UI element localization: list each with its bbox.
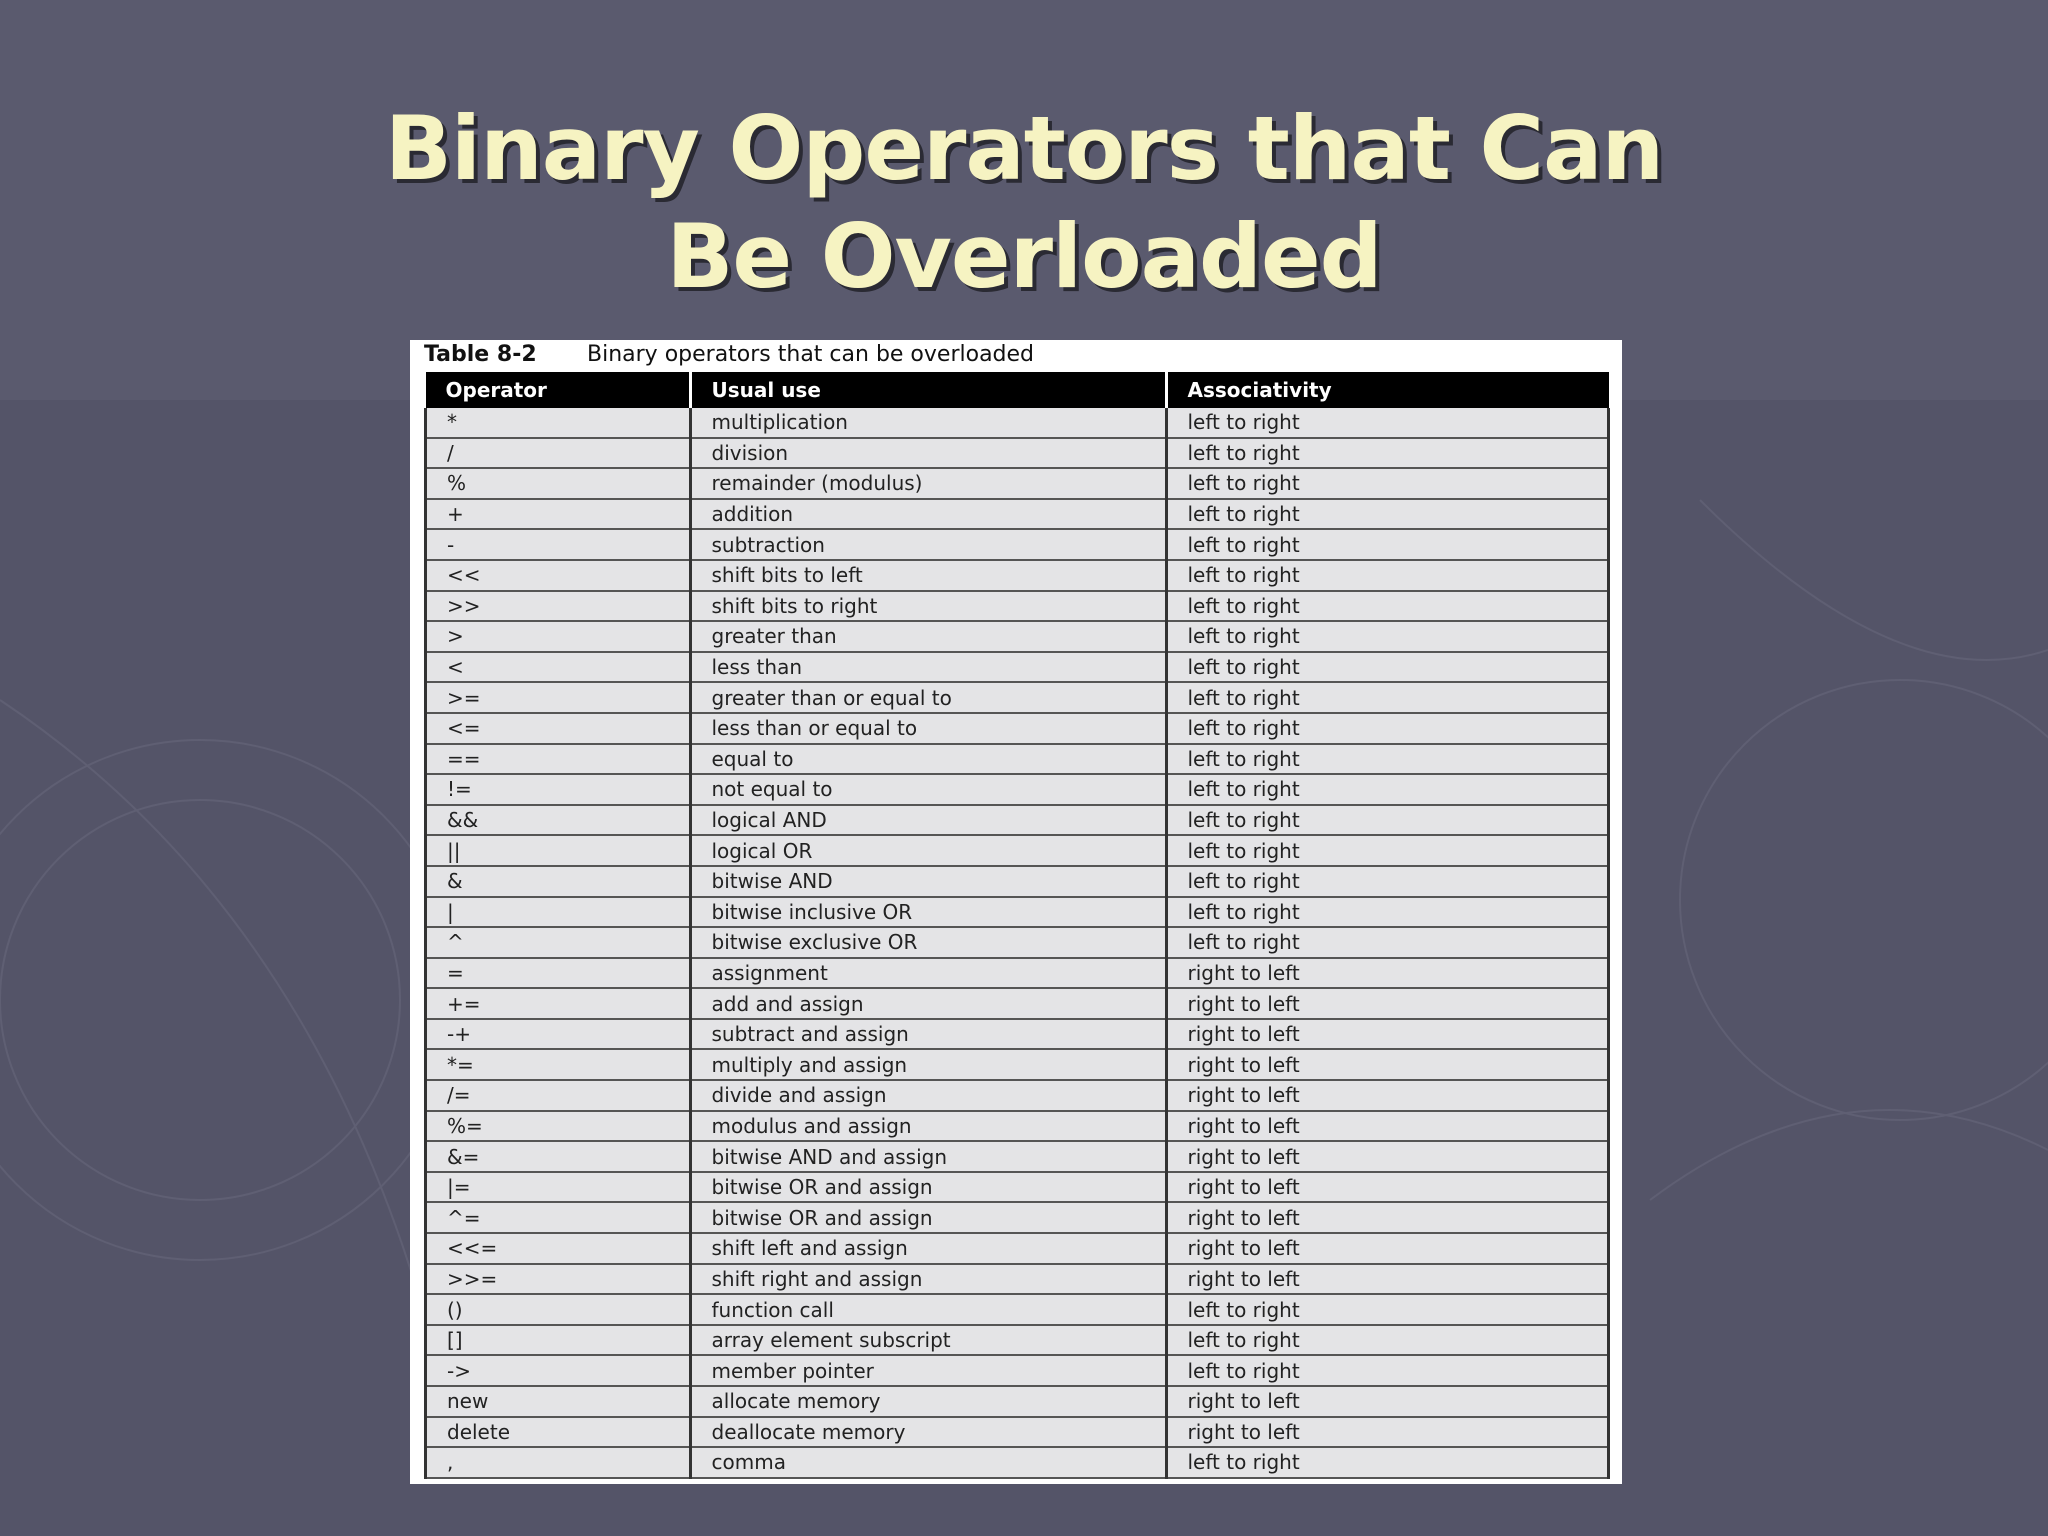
cell-usual-use: logical OR [690,835,1166,866]
cell-operator: >> [426,591,691,622]
cell-usual-use: modulus and assign [690,1111,1166,1142]
cell-usual-use: greater than [690,621,1166,652]
cell-usual-use: function call [690,1294,1166,1325]
cell-usual-use: subtract and assign [690,1019,1166,1050]
cell-usual-use: bitwise AND and assign [690,1141,1166,1172]
cell-usual-use: assignment [690,958,1166,989]
cell-operator: && [426,805,691,836]
cell-operator: < [426,652,691,683]
table-row [426,897,1609,928]
table-row [426,1386,1609,1417]
table-row [426,958,1609,989]
cell-associativity: left to right [1166,529,1609,560]
cell-operator: & [426,866,691,897]
cell-operator: >>= [426,1264,691,1295]
slide-title-line-2: Be Overloaded [666,205,1382,308]
cell-associativity: left to right [1166,1294,1609,1325]
cell-operator: |= [426,1172,691,1203]
cell-usual-use: bitwise OR and assign [690,1202,1166,1233]
cell-usual-use: logical AND [690,805,1166,836]
table-row [426,1294,1609,1325]
cell-operator: % [426,468,691,499]
table-row [426,927,1609,958]
cell-operator: %= [426,1111,691,1142]
cell-usual-use: less than [690,652,1166,683]
table-caption-text: Binary operators that can be overloaded [587,342,1035,367]
cell-operator: + [426,499,691,530]
table-row [426,1019,1609,1050]
cell-operator: > [426,621,691,652]
cell-operator: ^= [426,1202,691,1233]
table-row [426,1325,1609,1356]
table-row [426,1355,1609,1386]
cell-associativity: right to left [1166,1080,1609,1111]
cell-associativity: left to right [1166,591,1609,622]
cell-usual-use: bitwise OR and assign [690,1172,1166,1203]
header-usual-use: Usual use [690,372,1166,408]
table-row [426,408,1609,438]
cell-usual-use: shift bits to right [690,591,1166,622]
table-row [426,835,1609,866]
table-number: Table 8-2 [424,342,537,367]
cell-usual-use: bitwise exclusive OR [690,927,1166,958]
cell-operator: *= [426,1049,691,1080]
cell-usual-use: shift left and assign [690,1233,1166,1264]
table-row [426,1447,1609,1478]
cell-associativity: left to right [1166,1355,1609,1386]
cell-associativity: left to right [1166,927,1609,958]
cell-associativity: left to right [1166,408,1609,438]
cell-usual-use: comma [690,1447,1166,1478]
table-figure [410,340,1622,1484]
cell-associativity: right to left [1166,1264,1609,1295]
cell-associativity: right to left [1166,1111,1609,1142]
table-header-row [426,372,1609,408]
cell-associativity: right to left [1166,988,1609,1019]
cell-associativity: left to right [1166,897,1609,928]
table-row [426,591,1609,622]
table-row [426,682,1609,713]
cell-associativity: left to right [1166,560,1609,591]
cell-operator: = [426,958,691,989]
cell-usual-use: member pointer [690,1355,1166,1386]
cell-usual-use: remainder (modulus) [690,468,1166,499]
cell-operator: new [426,1386,691,1417]
cell-associativity: right to left [1166,1202,1609,1233]
operators-table [424,372,1610,1479]
cell-usual-use: deallocate memory [690,1417,1166,1448]
cell-usual-use: less than or equal to [690,713,1166,744]
cell-usual-use: not equal to [690,774,1166,805]
table-row [426,1080,1609,1111]
table-row [426,529,1609,560]
table-row [426,744,1609,775]
cell-usual-use: shift bits to left [690,560,1166,591]
table-row [426,1049,1609,1080]
cell-operator: /= [426,1080,691,1111]
cell-operator: - [426,529,691,560]
cell-usual-use: array element subscript [690,1325,1166,1356]
cell-operator: / [426,438,691,469]
cell-operator: != [426,774,691,805]
cell-operator: <= [426,713,691,744]
cell-usual-use: addition [690,499,1166,530]
cell-usual-use: subtraction [690,529,1166,560]
header-operator: Operator [426,372,691,408]
cell-associativity: left to right [1166,866,1609,897]
cell-operator: <<= [426,1233,691,1264]
cell-associativity: right to left [1166,958,1609,989]
table-row [426,468,1609,499]
cell-associativity: left to right [1166,621,1609,652]
cell-operator: () [426,1294,691,1325]
cell-usual-use: shift right and assign [690,1264,1166,1295]
cell-usual-use: equal to [690,744,1166,775]
table-body [426,408,1609,1478]
header-associativity: Associativity [1166,372,1609,408]
table-row [426,1111,1609,1142]
table-row [426,713,1609,744]
cell-usual-use: add and assign [690,988,1166,1019]
cell-associativity: left to right [1166,1447,1609,1478]
cell-usual-use: divide and assign [690,1080,1166,1111]
cell-associativity: right to left [1166,1049,1609,1080]
table-row [426,988,1609,1019]
table-row [426,1264,1609,1295]
slide-title-line-1: Binary Operators that Can [384,97,1664,200]
cell-associativity: left to right [1166,1325,1609,1356]
cell-operator: [] [426,1325,691,1356]
table-row [426,1417,1609,1448]
table-row [426,621,1609,652]
cell-operator: | [426,897,691,928]
cell-operator: || [426,835,691,866]
cell-associativity: right to left [1166,1233,1609,1264]
cell-associativity: right to left [1166,1019,1609,1050]
cell-operator: << [426,560,691,591]
cell-associativity: left to right [1166,438,1609,469]
table-row [426,560,1609,591]
table-row [426,774,1609,805]
cell-operator: += [426,988,691,1019]
cell-associativity: left to right [1166,835,1609,866]
cell-associativity: left to right [1166,744,1609,775]
table-row [426,1172,1609,1203]
cell-operator: -+ [426,1019,691,1050]
table-row [426,805,1609,836]
table-row [426,652,1609,683]
cell-usual-use: division [690,438,1166,469]
table-row [426,866,1609,897]
cell-associativity: right to left [1166,1172,1609,1203]
cell-usual-use: multiply and assign [690,1049,1166,1080]
cell-usual-use: allocate memory [690,1386,1166,1417]
table-row [426,1202,1609,1233]
table-row [426,438,1609,469]
cell-associativity: left to right [1166,805,1609,836]
cell-operator: &= [426,1141,691,1172]
cell-associativity: left to right [1166,682,1609,713]
cell-associativity: left to right [1166,652,1609,683]
cell-associativity: left to right [1166,713,1609,744]
cell-operator: >= [426,682,691,713]
cell-associativity: left to right [1166,774,1609,805]
cell-associativity: left to right [1166,499,1609,530]
cell-usual-use: greater than or equal to [690,682,1166,713]
table-caption [424,340,1034,370]
cell-operator: , [426,1447,691,1478]
cell-operator: ^ [426,927,691,958]
table-row [426,1233,1609,1264]
table-row [426,499,1609,530]
table-row [426,1141,1609,1172]
cell-operator: -> [426,1355,691,1386]
cell-associativity: right to left [1166,1141,1609,1172]
cell-associativity: right to left [1166,1417,1609,1448]
cell-associativity: right to left [1166,1386,1609,1417]
cell-usual-use: multiplication [690,408,1166,438]
cell-operator: == [426,744,691,775]
cell-operator: * [426,408,691,438]
slide-title [0,95,2048,311]
cell-usual-use: bitwise inclusive OR [690,897,1166,928]
cell-usual-use: bitwise AND [690,866,1166,897]
cell-operator: delete [426,1417,691,1448]
cell-associativity: left to right [1166,468,1609,499]
